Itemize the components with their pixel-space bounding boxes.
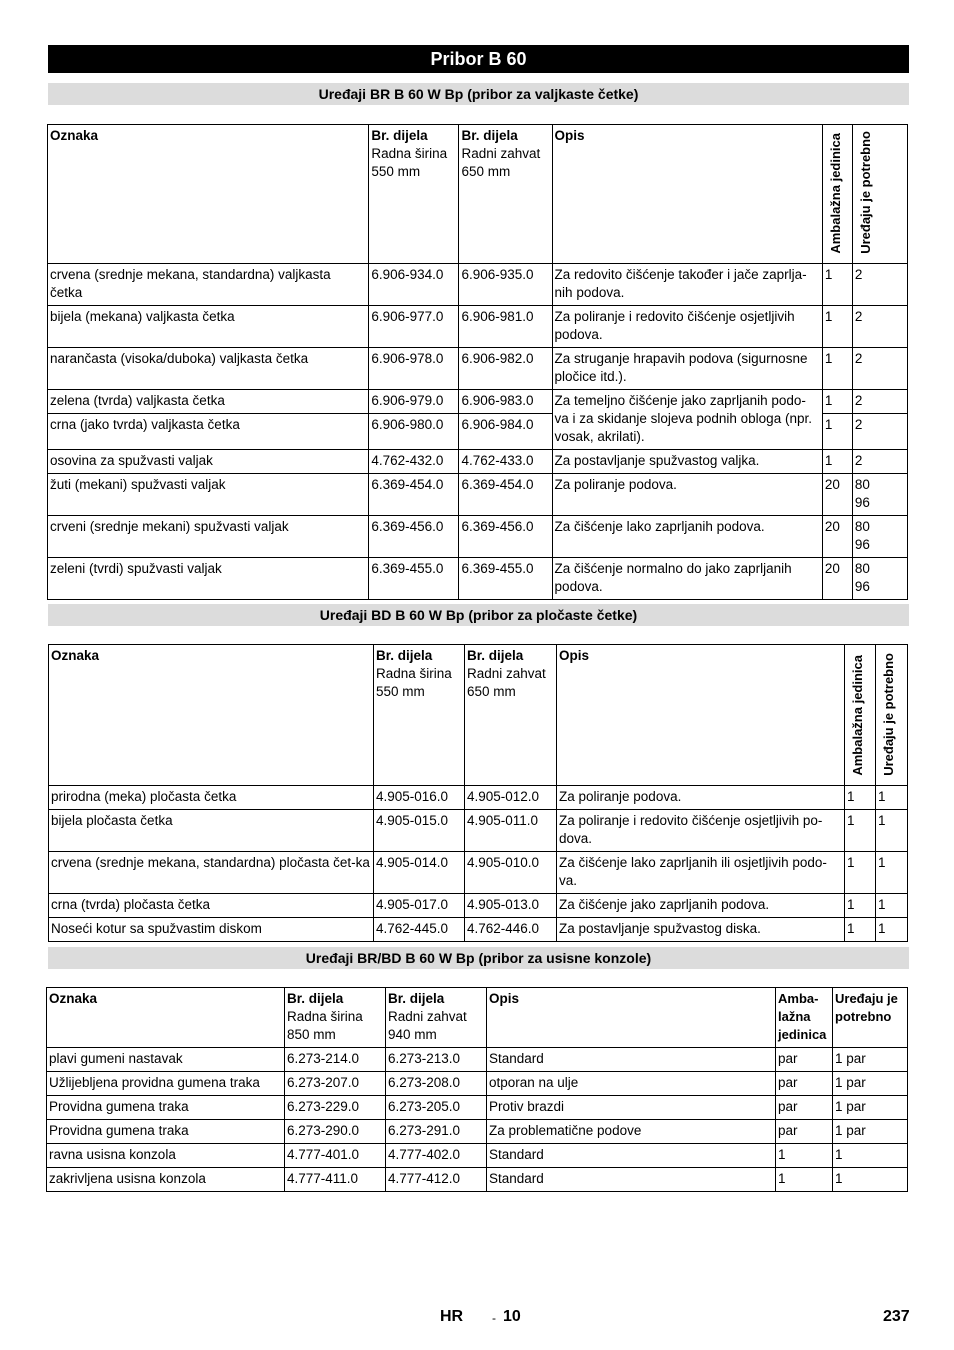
cell-ure: 1 — [833, 1168, 908, 1192]
cell-oznaka: zelena (tvrda) valjkasta četka — [48, 390, 369, 414]
cell-amb: 1 — [822, 390, 852, 414]
page-number: 237 — [883, 1308, 910, 1325]
cell-opis: Za poliranje podova. — [557, 786, 845, 810]
cell-opis: Standard — [487, 1048, 776, 1072]
table-row — [49, 918, 908, 942]
cell-ure: 1 — [876, 786, 908, 810]
table-row — [48, 516, 908, 558]
cell-br2: 6.906-984.0 — [459, 414, 552, 450]
cell-opis: Za čišćenje lako zaprljanih ili osjetljivih podo-va. — [557, 852, 845, 894]
cell-br1: 6.906-978.0 — [369, 348, 459, 390]
cell-br2: 4.905-013.0 — [465, 894, 557, 918]
footer-language: HR — [440, 1308, 464, 1325]
cell-br2: 6.906-935.0 — [459, 264, 552, 306]
cell-opis: Za čišćenje jako zaprljanih podova. — [557, 894, 845, 918]
cell-opis: Za redovito čišćenje također i jače zaprlja-nih podova. — [552, 264, 822, 306]
cell-br2: 6.369-456.0 — [459, 516, 552, 558]
table-row — [48, 450, 908, 474]
cell-oznaka: Providna gumena traka — [47, 1096, 285, 1120]
cell-br2: 6.906-982.0 — [459, 348, 552, 390]
cell-oznaka: zakrivljena usisna konzola — [47, 1168, 285, 1192]
header-ambalazna: Ambalažna jedinica — [822, 125, 852, 264]
cell-br1: 6.369-455.0 — [369, 558, 459, 600]
cell-ure: 1 par — [833, 1096, 908, 1120]
cell-amb: 1 — [845, 810, 876, 852]
cell-opis: Za postavljanje spužvastog diska. — [557, 918, 845, 942]
cell-oznaka: prirodna (meka) pločasta četka — [49, 786, 374, 810]
cell-amb: 1 — [845, 894, 876, 918]
cell-oznaka: bijela (mekana) valjkasta četka — [48, 306, 369, 348]
cell-ure: 2 — [852, 390, 907, 414]
header-br-dijela-2: Br. dijela Radni zahvat 650 mm — [465, 645, 557, 786]
cell-ure: 2 — [852, 414, 907, 450]
cell-br2: 6.369-454.0 — [459, 474, 552, 516]
cell-br2: 4.762-446.0 — [465, 918, 557, 942]
cell-oznaka: zeleni (tvrdi) spužvasti valjak — [48, 558, 369, 600]
table-row — [49, 810, 908, 852]
cell-oznaka: Noseći kotur sa spužvastim diskom — [49, 918, 374, 942]
page-title: Pribor B 60 — [48, 45, 909, 73]
cell-br1: 4.762-445.0 — [374, 918, 465, 942]
cell-amb: 1 — [822, 348, 852, 390]
cell-ure: 1 par — [833, 1120, 908, 1144]
cell-amb: 1 — [776, 1168, 833, 1192]
cell-amb: par — [776, 1096, 833, 1120]
cell-ure: 1 — [833, 1144, 908, 1168]
cell-br2: 4.905-012.0 — [465, 786, 557, 810]
header-ambalazna: Ambalažna jedinica — [845, 645, 876, 786]
cell-ure: 2 — [852, 348, 907, 390]
cell-oznaka: crna (tvrda) pločasta četka — [49, 894, 374, 918]
cell-ure: 1 — [876, 918, 908, 942]
table-header-row — [48, 125, 908, 264]
table-row — [49, 786, 908, 810]
cell-oznaka: Užlijebljena providna gumena traka — [47, 1072, 285, 1096]
cell-opis: Za čišćenje normalno do jako zaprljanih podova. — [552, 558, 822, 600]
cell-br1: 4.905-015.0 — [374, 810, 465, 852]
table-header-row — [47, 988, 908, 1048]
header-opis: Opis — [487, 988, 776, 1048]
cell-amb: 1 — [822, 264, 852, 306]
cell-br1: 4.905-017.0 — [374, 894, 465, 918]
header-opis: Opis — [557, 645, 845, 786]
cell-oznaka: ravna usisna konzola — [47, 1144, 285, 1168]
table-row — [47, 1120, 908, 1144]
table-header-row — [49, 645, 908, 786]
cell-opis: otporan na ulje — [487, 1072, 776, 1096]
roller-brush-table — [47, 124, 908, 600]
cell-opis: Standard — [487, 1144, 776, 1168]
cell-br1: 4.905-016.0 — [374, 786, 465, 810]
cell-opis: Za poliranje i redovito čišćenje osjetljivih po-dova. — [557, 810, 845, 852]
section-title-brushes-roller: Uređaji BR B 60 W Bp (pribor za valjkaste četke) — [48, 83, 909, 105]
header-oznaka: Oznaka — [47, 988, 285, 1048]
table-row — [47, 1048, 908, 1072]
cell-opis: Za problematične podove — [487, 1120, 776, 1144]
cell-opis: Za struganje hrapavih podova (sigurnosne pločice itd.). — [552, 348, 822, 390]
cell-opis: Standard — [487, 1168, 776, 1192]
cell-opis: Protiv brazdi — [487, 1096, 776, 1120]
cell-opis: Za temeljno čišćenje jako zaprljanih podo-va i za skidanje slojeva podnih obloga (npr. vosak, akrilati). — [552, 390, 822, 450]
header-br-dijela-1: Br. dijela Radna širina 850 mm — [285, 988, 386, 1048]
header-opis: Opis — [552, 125, 822, 264]
cell-amb: par — [776, 1072, 833, 1096]
cell-oznaka: crvena (srednje mekana, standardna) pločasta čet-ka — [49, 852, 374, 894]
table-row — [48, 390, 908, 414]
header-br-dijela-1: Br. dijela Radna širina 550 mm — [374, 645, 465, 786]
cell-amb: 1 — [822, 450, 852, 474]
cell-amb: 20 — [822, 558, 852, 600]
cell-br1: 4.905-014.0 — [374, 852, 465, 894]
disc-brush-table — [48, 644, 908, 942]
cell-br1: 6.906-980.0 — [369, 414, 459, 450]
cell-amb: par — [776, 1120, 833, 1144]
header-br-dijela-2: Br. dijela Radni zahvat 650 mm — [459, 125, 552, 264]
table-row — [49, 894, 908, 918]
header-uredaju: Uređaju je potrebno — [852, 125, 907, 264]
cell-ure: 80 96 — [852, 474, 907, 516]
cell-amb: 1 — [845, 852, 876, 894]
header-uredaju: Uređaju je potrebno — [833, 988, 908, 1048]
cell-br2: 4.905-010.0 — [465, 852, 557, 894]
cell-amb: 20 — [822, 474, 852, 516]
cell-br2: 4.905-011.0 — [465, 810, 557, 852]
cell-amb: 1 — [845, 918, 876, 942]
cell-br1: 6.369-454.0 — [369, 474, 459, 516]
header-br-dijela-1: Br. dijela Radna širina 550 mm — [369, 125, 459, 264]
cell-br1: 6.273-207.0 — [285, 1072, 386, 1096]
cell-oznaka: žuti (mekani) spužvasti valjak — [48, 474, 369, 516]
table-row — [47, 1144, 908, 1168]
cell-br2: 6.273-205.0 — [386, 1096, 487, 1120]
cell-ure: 1 — [876, 810, 908, 852]
table-row — [47, 1096, 908, 1120]
cell-ure: 2 — [852, 264, 907, 306]
header-oznaka: Oznaka — [49, 645, 374, 786]
table-row — [48, 474, 908, 516]
table-row — [48, 306, 908, 348]
table-row — [48, 558, 908, 600]
cell-ure: 2 — [852, 306, 907, 348]
cell-amb: 1 — [822, 306, 852, 348]
cell-br2: 4.762-433.0 — [459, 450, 552, 474]
cell-opis: Za poliranje podova. — [552, 474, 822, 516]
cell-br2: 6.273-291.0 — [386, 1120, 487, 1144]
cell-br1: 6.906-977.0 — [369, 306, 459, 348]
cell-br1: 6.273-290.0 — [285, 1120, 386, 1144]
cell-br2: 6.906-983.0 — [459, 390, 552, 414]
table-row — [48, 348, 908, 390]
cell-ure: 1 par — [833, 1072, 908, 1096]
cell-ure: 1 par — [833, 1048, 908, 1072]
cell-ure: 1 — [876, 894, 908, 918]
cell-br1: 6.273-229.0 — [285, 1096, 386, 1120]
cell-amb: par — [776, 1048, 833, 1072]
cell-opis: Za čišćenje lako zaprljanih podova. — [552, 516, 822, 558]
cell-br1: 6.906-934.0 — [369, 264, 459, 306]
header-ambalazna: Amba-lažna jedinica — [776, 988, 833, 1048]
section-title-brushes-disc: Uređaji BD B 60 W Bp (pribor za pločaste četke) — [48, 604, 909, 626]
cell-oznaka: crna (jako tvrda) valjkasta četka — [48, 414, 369, 450]
footer-separator: - — [492, 1311, 496, 1325]
cell-oznaka: bijela pločasta četka — [49, 810, 374, 852]
header-oznaka: Oznaka — [48, 125, 369, 264]
cell-ure: 80 96 — [852, 516, 907, 558]
cell-br2: 6.273-213.0 — [386, 1048, 487, 1072]
cell-br2: 6.906-981.0 — [459, 306, 552, 348]
section-title-suction-bars: Uređaji BR/BD B 60 W Bp (pribor za usisne konzole) — [48, 947, 909, 969]
cell-oznaka: crvena (srednje mekana, standardna) valjkasta četka — [48, 264, 369, 306]
cell-br1: 6.369-456.0 — [369, 516, 459, 558]
suction-bar-table — [46, 987, 908, 1192]
header-br-dijela-2: Br. dijela Radni zahvat 940 mm — [386, 988, 487, 1048]
cell-ure: 2 — [852, 450, 907, 474]
cell-br1: 4.777-401.0 — [285, 1144, 386, 1168]
footer-local-page: 10 — [503, 1308, 521, 1325]
cell-amb: 20 — [822, 516, 852, 558]
cell-oznaka: plavi gumeni nastavak — [47, 1048, 285, 1072]
header-uredaju: Uređaju je potrebno — [876, 645, 908, 786]
table-row — [48, 264, 908, 306]
cell-br1: 6.906-979.0 — [369, 390, 459, 414]
cell-br1: 4.762-432.0 — [369, 450, 459, 474]
cell-ure: 1 — [876, 852, 908, 894]
cell-br2: 4.777-402.0 — [386, 1144, 487, 1168]
cell-oznaka: Providna gumena traka — [47, 1120, 285, 1144]
table-row — [47, 1072, 908, 1096]
cell-br2: 6.369-455.0 — [459, 558, 552, 600]
cell-amb: 1 — [776, 1144, 833, 1168]
cell-br1: 6.273-214.0 — [285, 1048, 386, 1072]
cell-ure: 80 96 — [852, 558, 907, 600]
table-row — [47, 1168, 908, 1192]
cell-br1: 4.777-411.0 — [285, 1168, 386, 1192]
table-row — [49, 852, 908, 894]
cell-oznaka: osovina za spužvasti valjak — [48, 450, 369, 474]
cell-br2: 6.273-208.0 — [386, 1072, 487, 1096]
cell-oznaka: narančasta (visoka/duboka) valjkasta četka — [48, 348, 369, 390]
cell-amb: 1 — [822, 414, 852, 450]
cell-oznaka: crveni (srednje mekani) spužvasti valjak — [48, 516, 369, 558]
cell-br2: 4.777-412.0 — [386, 1168, 487, 1192]
cell-opis: Za postavljanje spužvastog valjka. — [552, 450, 822, 474]
cell-opis: Za poliranje i redovito čišćenje osjetljivih podova. — [552, 306, 822, 348]
cell-amb: 1 — [845, 786, 876, 810]
